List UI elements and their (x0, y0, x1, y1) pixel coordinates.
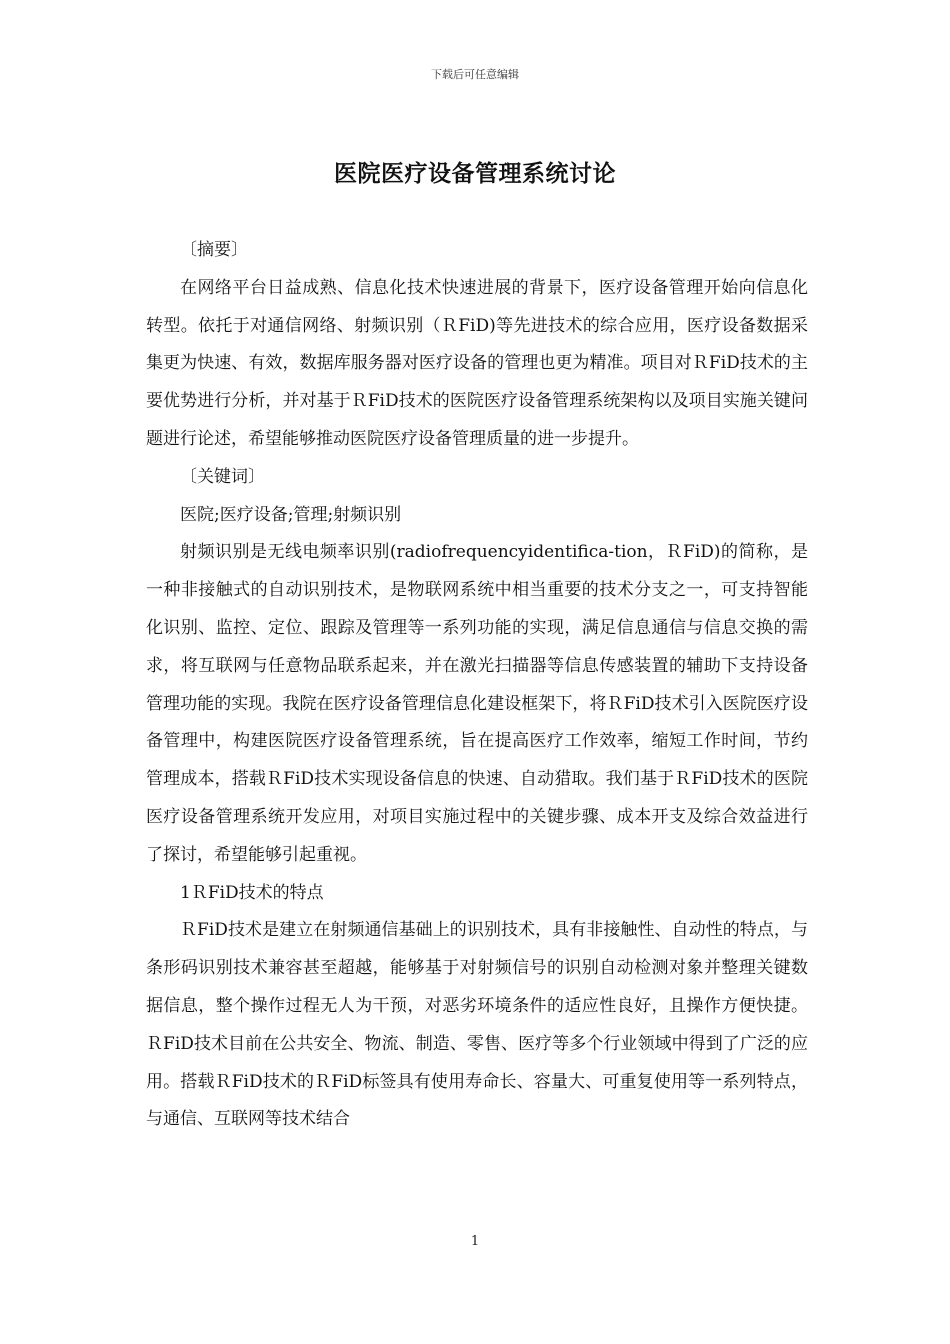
document-title: 医院医疗设备管理系统讨论 (334, 160, 616, 187)
page-number: 1 (470, 1234, 480, 1249)
intro-paragraph: 射频识别是无线电频率识别(radiofrequencyidentifica-tion，ＲFiD)的简称，是一种非接触式的自动识别技术，是物联网系统中相当重要的技术分支之一，可支持智能化识别、监控、定位、跟踪及管理等一系列功能的实现，满足信息通信与信息交换的需求，将互联网与任意物品联系起来，并在激光扫描器等信息传感装置的辅助下支持设备管理功能的实现。我院在医疗设备管理信息化建设框架下，将ＲFiD技术引入医院医疗设备管理中，构建医院医疗设备管理系统，旨在提高医疗工作效率，缩短工作时间，节约管理成本，搭载ＲFiD技术实现设备信息的快速、自动猎取。我们基于ＲFiD技术的医院医疗设备管理系统开发应用，对项目实施过程中的关键步骤、成本开支及综合效益进行了探讨，希望能够引起重视。 (146, 542, 808, 865)
section-paragraph: ＲFiD技术是建立在射频通信基础上的识别技术，具有非接触性、自动性的特点，与条形码识别技术兼容甚至超越，能够基于对射频信号的识别自动检测对象并整理关键数据信息，整个操作过程无人为干预，对恶劣环境条件的适应性良好，且操作方便快捷。ＲFiD技术目前在公共安全、物流、制造、零售、医疗等多个行业领域中得到了广泛的应用。搭载ＲFiD技术的ＲFiD标签具有使用寿命长、容量大、可重复使用等一系列特点，与通信、互联网等技术结合 (146, 920, 808, 1130)
keywords-label: 〔关键词〕 (180, 466, 265, 487)
abstract-label: 〔摘要〕 (180, 240, 248, 260)
abstract-paragraph: 在网络平台日益成熟、信息化技术快速进展的背景下，医疗设备管理开始向信息化转型。依托于对通信网络、射频识别（ＲFiD)等先进技术的综合应用，医疗设备数据采集更为快速、有效，数据库服务器对医疗设备的管理也更为精准。项目对ＲFiD技术的主要优势进行分析，并对基于ＲFiD技术的医院医疗设备管理系统架构以及项目实施关键问题进行论述，希望能够推动医院医疗设备管理质量的进一步提升。 (146, 277, 808, 449)
document-body (146, 232, 808, 1139)
section-heading: 1ＲFiD技术的特点 (180, 882, 324, 903)
header-note: 下载后可任意编辑 (431, 68, 519, 81)
keywords-paragraph: 医院;医疗设备;管理;射频识别 (180, 504, 402, 525)
